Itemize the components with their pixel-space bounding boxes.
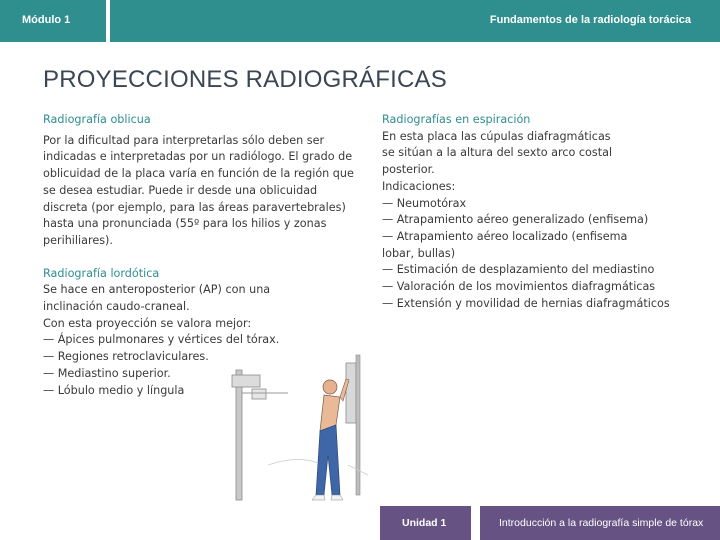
page-title: PROYECCIONES RADIOGRÁFICAS [43, 66, 447, 93]
top-header-bar [0, 0, 720, 42]
expiration-line: — Neumotórax [382, 196, 467, 210]
module-tab [0, 0, 110, 42]
xray-tube-head [232, 375, 260, 387]
expiration-line: — Extensión y movilidad de hernias diafragmáticos [382, 296, 670, 310]
detector-stand [356, 355, 360, 495]
expiration-line: — Atrapamiento aéreo localizado (enfisema [382, 229, 628, 243]
expiration-line: — Atrapamiento aéreo generalizado (enfisema) [382, 213, 649, 227]
patient-shoe [312, 495, 325, 500]
oblique-heading: Radiografía oblicua [43, 113, 151, 126]
topic-tab[interactable] [480, 506, 720, 540]
module-label: Módulo 1 [22, 14, 71, 26]
xray-collimator [252, 389, 266, 399]
patient-head [323, 380, 337, 394]
expiration-line: lobar, bullas) [382, 246, 456, 260]
course-title: Fundamentos de la radiología torácica [489, 14, 691, 26]
xray-stand-pole [236, 370, 242, 500]
lordotic-heading: Radiografía lordótica [43, 266, 160, 280]
lordotic-line: inclinación caudo-craneal. [43, 300, 190, 314]
expiration-line: En esta placa las cúpulas diafragmáticas [382, 129, 611, 143]
lordotic-line: — Lóbulo medio y língula [43, 383, 185, 397]
unit-label: Unidad 1 [402, 517, 447, 529]
patient-torso [320, 395, 340, 431]
lordotic-patient-illustration [228, 345, 378, 505]
expiration-line: — Estimación de desplazamiento del mediastino [382, 263, 655, 277]
oblique-paragraph: Por la dificultad para interpretarlas sólo deben ser indicadas e interpretadas por un radiólogo. El grado de oblicuidad de la placa varía en función de la región que se desea estudiar. Puede ir desde una oblicuidad discreta (por ejemplo, para las áreas paravertebrales) hasta una pronunciada (55º para los hilios y zonas perihiliares). [43, 133, 354, 247]
topic-label: Introducción a la radiografía simple de tórax [499, 517, 704, 529]
lordotic-line: — Ápices pulmonares y vértices del tórax. [43, 333, 280, 347]
sketch-line [268, 459, 318, 465]
expiration-line: posterior. [382, 163, 435, 177]
lordotic-line: Con esta proyección se valora mejor: [43, 316, 252, 330]
detector-plate [346, 363, 356, 423]
expiration-line: se sitúan a la altura del sexto arco costal [382, 146, 613, 160]
patient-jeans [316, 425, 340, 495]
expiration-line: — Valoración de los movimientos diafragmáticas [382, 280, 656, 294]
patient-shoe [331, 495, 343, 500]
right-column [382, 112, 702, 312]
lordotic-line: Se hace en anteroposterior (AP) con una [43, 283, 271, 297]
expiration-line: Indicaciones: [382, 179, 456, 193]
expiration-heading: Radiografías en espiración [382, 113, 531, 126]
unit-tab[interactable] [380, 506, 471, 540]
lordotic-line: — Mediastino superior. [43, 366, 171, 380]
lordotic-line: — Regiones retroclaviculares. [43, 350, 209, 364]
